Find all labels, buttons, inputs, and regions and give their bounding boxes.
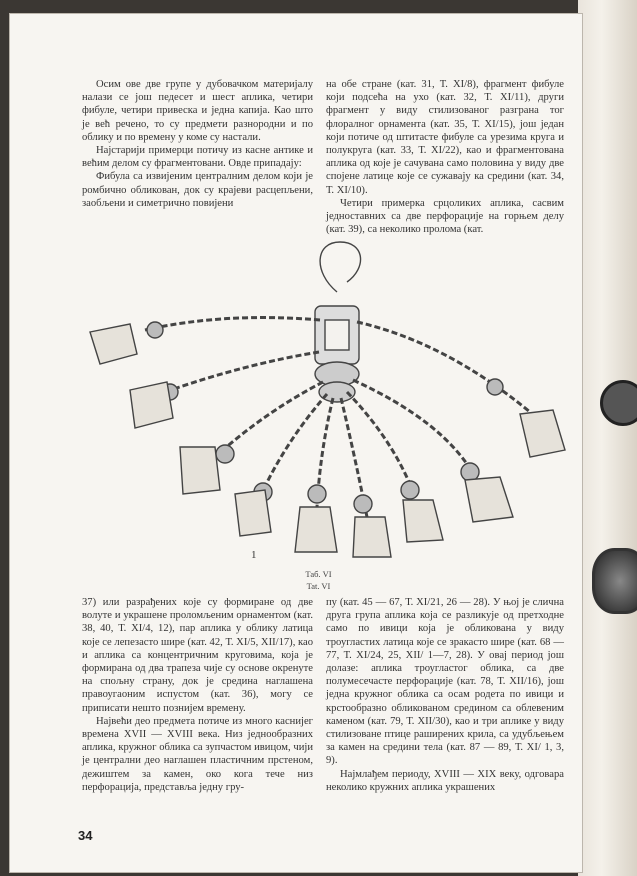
paragraph: Највећи део предмета потиче из много каснијег времена XVII — XVIII века. Низ једнообразних аплика, кружног облика са зупчастом ивицом, чији је централни део наглашен пластичним прстеном, дежиштем за камен, око кога тече низ перфорација, представља једну гру- — [82, 715, 313, 793]
text-column-bottom-right — [326, 596, 564, 794]
pendant-illustration — [75, 232, 580, 562]
paragraph: Четири примерка срцоликих аплика, сасвим једноставних са две перфорације на горњем делу (кат. 39), са неколико пролома (кат. — [326, 197, 564, 236]
text-column-top-left — [82, 78, 313, 210]
paragraph: Најстарији примерци потичу из касне антике и већим делом су фрагментовани. Овде припадају: — [82, 145, 313, 170]
adjacent-page-edge — [578, 0, 637, 876]
text-column-bottom-left — [82, 596, 313, 794]
text-column-top-right — [326, 78, 564, 236]
book-page — [10, 14, 582, 872]
paragraph: пу (кат. 45 — 67, Т. XI/21, 26 — 28). У њој је слична друга група аплика која се разликује од претходне само по ивици која је обликована у виду троугластих латица које се зракасто шире (кат. 68 — 77, Т. XI/24, 25, XII/ 1—7, 28). У овај период још долазе: аплика троугластог облика, са две полумесечасте перфорације (кат. 78, Т. XII/16), још једна кружног облика са осам родета по ивици и крстообразно обликованом средином са облевеним каменом (кат. 79, Т. XII/30), као и три аплике у виду стилизоване птице раширених крила, са удубљењем за камен на средини тела (кат. 87 — 89, Т. XI/ 1, 3, 9). — [326, 597, 564, 767]
page-number: 34 — [78, 828, 93, 843]
paragraph: на обе стране (кат. 31, Т. XI/8), фрагмент фибуле који подсећа на ухо (кат. 32, Т. XI/11), други фрагмент у виду стилизованог разграна тог флоралног орнамента (кат. 35, Т. XI/15), још један који потиче од штитасте фибуле са урезима круга и полукруга (кат. 33, Т. XI/22), као и фрагментована аплика од које је сачувана само половина у виду две спојене латице које се сужавају ка средини (кат. 34, Т. XI/10). — [326, 79, 564, 196]
figure-label: 1 — [251, 549, 257, 561]
paragraph: Најмлађем периоду, XVIII — XIX веку, одговара неколико кружних аплика украшених — [326, 768, 564, 793]
ornament-fragment — [600, 380, 637, 426]
paragraph: Фибула са извијеним централним делом који је ромбично обликован, док су крајеви расцепљени, заобљени и симетрично повијени — [82, 171, 313, 209]
hook-ring — [320, 242, 360, 292]
figure-caption: Таб. VI — [305, 569, 332, 579]
paragraph: 37) или разрађених које су формиране од две волуте и украшене проломљеним орнаментом (кат. 38, 40, Т. XI/4, 12), пар аплика у облику латица које се лепезасто шире (кат. 42, Т. XI/5, XII/17), као и аплика са концентричним круговима, која је формирана од два трапеза чије су основе окренуте на спољну страну, док је средина наглашена правоугаоним испустом (кат. 36), могу се приписати нешто познијем времену. — [82, 597, 313, 714]
paragraph: Осим ове две групе у дубовачком материјалу налази се још педесет и шест аплика, четири фибуле, четири привеска и једна капија. Као што је већ речено, то су предмети разнородни и по облику и по времену у коме су настали. — [82, 79, 313, 143]
figure-caption-secondary: Tat. VI — [306, 581, 331, 591]
